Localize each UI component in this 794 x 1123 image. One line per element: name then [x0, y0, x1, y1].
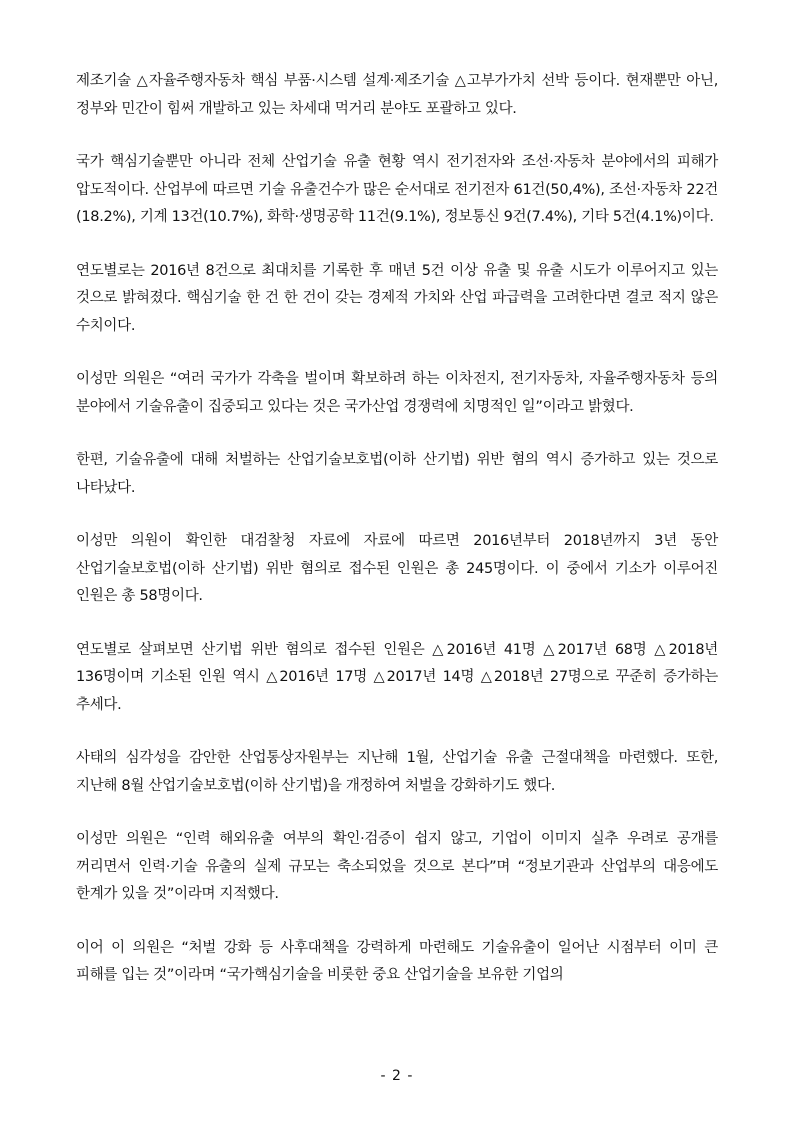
paragraph: 연도별로는 2016년 8건으로 최대치를 기록한 후 매년 5건 이상 유출 및 유출 시도가 이루어지고 있는 것으로 밝혀졌다. 핵심기술 한 건 한 건이 갖는 경제적 가치와 산업 파급력을 고려한다면 결코 적지 않은 수치이다. — [76, 262, 718, 334]
paragraph: 이어 이 의원은 “처벌 강화 등 사후대책을 강력하게 마련해도 기술유출이 일어난 시점부터 이미 큰 피해를 입는 것”이라며 “국가핵심기술을 비롯한 중요 산업기술을 보유한 기업의 — [76, 939, 718, 983]
paragraph: 이성만 의원은 “여러 국가가 각축을 벌이며 확보하려 하는 이차전지, 전기자동차, 자율주행자동차 등의 분야에서 기술유출이 집중되고 있다는 것은 국가산업 경쟁력에 치명적인 일”이라고 밝혔다. — [76, 371, 718, 415]
document-body — [76, 68, 718, 1016]
paragraph: 이성만 의원은 “인력 해외유출 여부의 확인·검증이 쉽지 않고, 기업이 이미지 실추 우려로 공개를 꺼리면서 인력·기술 유출의 실제 규모는 축소되었을 것으로 본다”며 “정보기관과 산업부의 대응에도 한계가 있을 것”이라며 지적했다. — [76, 831, 718, 902]
paragraph: 이성만 의원이 확인한 대검찰청 자료에 자료에 따르면 2016년부터 2018년까지 3년 동안 산업기술보호법(이하 산기법) 위반 혐의로 접수된 인원은 총 245명이다. 이 중에서 기소가 이루어진 인원은 총 58명이다. — [76, 533, 718, 604]
paragraph: 사태의 심각성을 감안한 산업통상자원부는 지난해 1월, 산업기술 유출 근절대책을 마련했다. 또한, 지난해 8월 산업기술보호법(이하 산기법)을 개정하여 처벌을 강화하기도 했다. — [76, 750, 718, 794]
paragraph: 연도별로 살펴보면 산기법 위반 혐의로 접수된 인원은 △2016년 41명 △2017년 68명 △2018년 136명이며 기소된 인원 역시 △2016년 17명 △2017년 14명 △2018년 27명으로 꾸준히 증가하는 추세다. — [76, 641, 718, 713]
paragraph: 국가 핵심기술뿐만 아니라 전체 산업기술 유출 현황 역시 전기전자와 조선·자동차 분야에서의 피해가 압도적이다. 산업부에 따르면 기술 유출건수가 많은 순서대로 전기전자 61건(50,4%), 조선·자동차 22건(18.2%), 기계 13건(10.7%), 화학·생명공학 11건(9.1%), 정보통신 9건(7.4%), 기타 5건(4.1%)이다. — [76, 154, 718, 225]
paragraph: 제조기술 △자율주행자동차 핵심 부품·시스템 설계·제조기술 △고부가가치 선박 등이다. 현재뿐만 아닌, 정부와 민간이 힘써 개발하고 있는 차세대 먹거리 분야도 포괄하고 있다. — [76, 73, 718, 117]
paragraph: 한편, 기술유출에 대해 처벌하는 산업기술보호법(이하 산기법) 위반 혐의 역시 증가하고 있는 것으로 나타났다. — [76, 452, 718, 496]
page-number: - 2 - — [380, 1068, 414, 1084]
